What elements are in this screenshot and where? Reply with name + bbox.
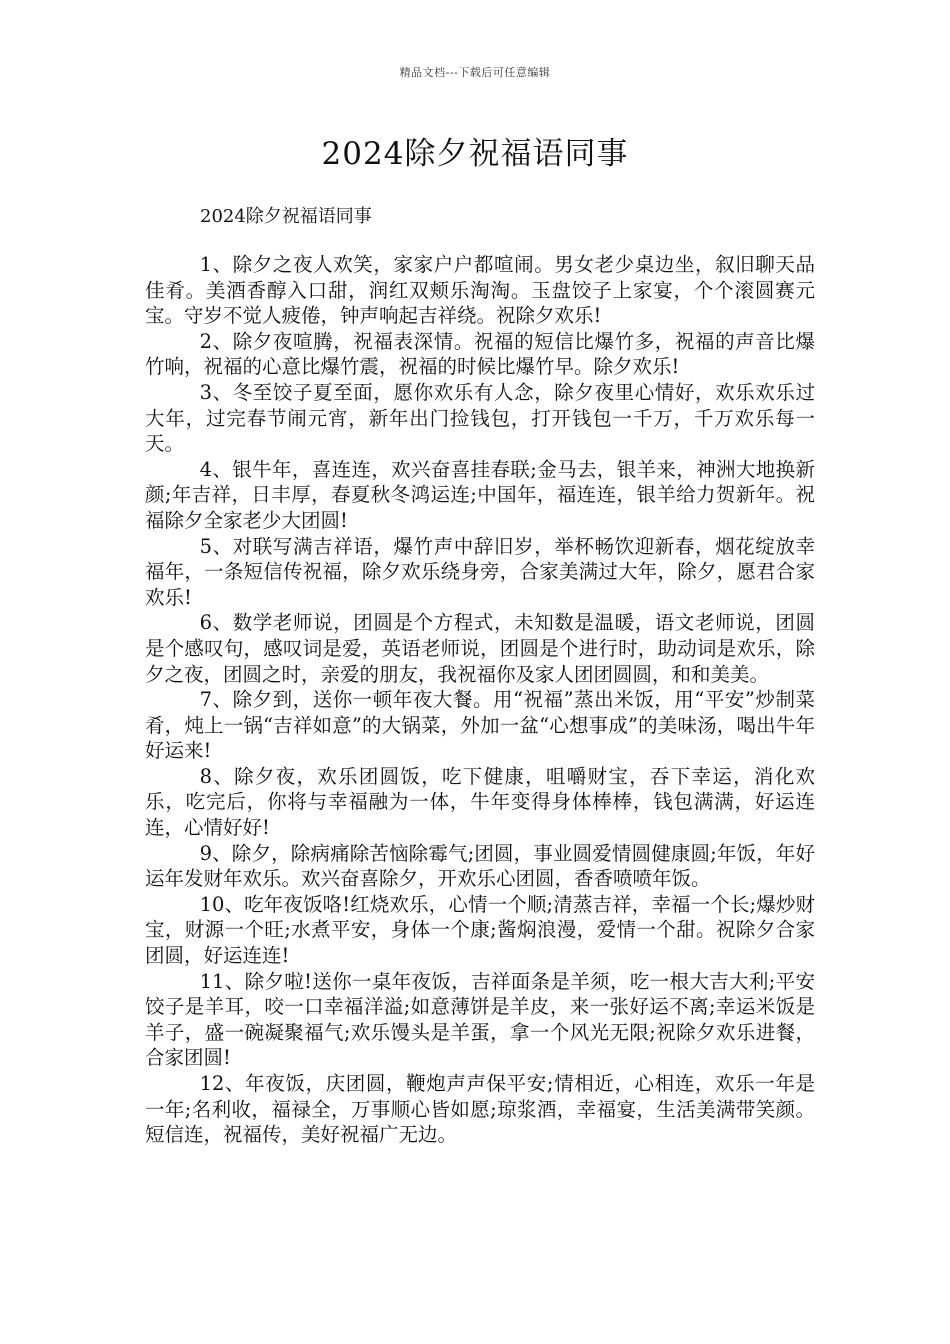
paragraph-6: 6、数学老师说，团圆是个方程式，未知数是温暖，语文老师说，团圆是个感叹句，感叹词是爱，英语老师说，团圆是个进行时，助动词是欢乐，除夕之夜，团圆之时，亲爱的朋友，我祝福你及家人团团圆圆，和和美美。 <box>145 611 815 686</box>
paragraph-9: 9、除夕，除病痛除苦恼除霉气;团圆，事业圆爱情圆健康圆;年饭，年好运年发财年欢乐。欢兴奋喜除夕，开欢乐心团圆，香香喷喷年饭。 <box>145 841 815 891</box>
paragraph-3: 3、冬至饺子夏至面，愿你欢乐有人念，除夕夜里心情好，欢乐欢乐过大年，过完春节闹元宵，新年出门捡钱包，打开钱包一千万，千万欢乐每一天。 <box>145 380 815 456</box>
document-body <box>145 252 815 1148</box>
paragraph-4: 4、银牛年，喜连连，欢兴奋喜挂春联;金马去，银羊来，神洲大地换新颜;年吉祥，日丰厚，春夏秋冬鸿运连;中国年，福连连，银羊给力贺新年。祝福除夕全家老少大团圆! <box>145 457 815 532</box>
header-note: 精品文档---下载后可任意编辑 <box>399 66 551 79</box>
paragraph-12: 12、年夜饭，庆团圆，鞭炮声声保平安;情相近，心相连，欢乐一年是一年;名利收，福禄全，万事顺心皆如愿;琼浆酒，幸福宴，生活美满带笑颜。短信连，祝福传，美好祝福广无边。 <box>145 1072 815 1147</box>
document-title: 2024除夕祝福语同事 <box>321 136 629 172</box>
document-subtitle: 2024除夕祝福语同事 <box>200 206 372 227</box>
paragraph-10: 10、吃年夜饭咯!红烧欢乐，心情一个顺;清蒸吉祥，幸福一个长;爆炒财宝，财源一个旺;水煮平安，身体一个康;酱焖浪漫，爱情一个甜。祝除夕合家团圆，好运连连! <box>145 892 815 968</box>
paragraph-5: 5、对联写满吉祥语，爆竹声中辞旧岁，举杯畅饮迎新春，烟花绽放幸福年，一条短信传祝福，除夕欢乐绕身旁，合家美满过大年，除夕，愿君合家欢乐! <box>145 534 815 609</box>
paragraph-11: 11、除夕啦!送你一桌年夜饭，吉祥面条是羊须，吃一根大吉大利;平安饺子是羊耳，咬一口幸福洋溢;如意薄饼是羊皮，来一张好运不离;幸运米饭是羊子，盛一碗凝聚福气;欢乐馒头是羊蛋，拿一个风光无限;祝除夕欢乐进餐，合家团圆! <box>145 969 815 1070</box>
paragraph-8: 8、除夕夜，欢乐团圆饭，吃下健康，咀嚼财宝，吞下幸运，消化欢乐，吃完后，你将与幸福融为一体，牛年变得身体棒棒，钱包满满，好运连连，心情好好! <box>145 764 815 840</box>
paragraph-7: 7、除夕到，送你一顿年夜大餐。用“祝福”蒸出米饭，用“平安”炒制菜肴，炖上一锅“吉祥如意”的大锅菜，外加一盆“心想事成”的美味汤，喝出牛年好运来! <box>145 688 815 763</box>
paragraph-2: 2、除夕夜喧腾，祝福表深情。祝福的短信比爆竹多，祝福的声音比爆竹响，祝福的心意比爆竹震，祝福的时候比爆竹早。除夕欢乐! <box>145 329 815 379</box>
paragraph-1: 1、除夕之夜人欢笑，家家户户都喧闹。男女老少桌边坐，叙旧聊天品佳肴。美酒香醇入口甜，润红双颊乐淘淘。玉盘饺子上家宴，个个滚圆赛元宝。守岁不觉人疲倦，钟声响起吉祥绕。祝除夕欢乐! <box>145 253 815 328</box>
